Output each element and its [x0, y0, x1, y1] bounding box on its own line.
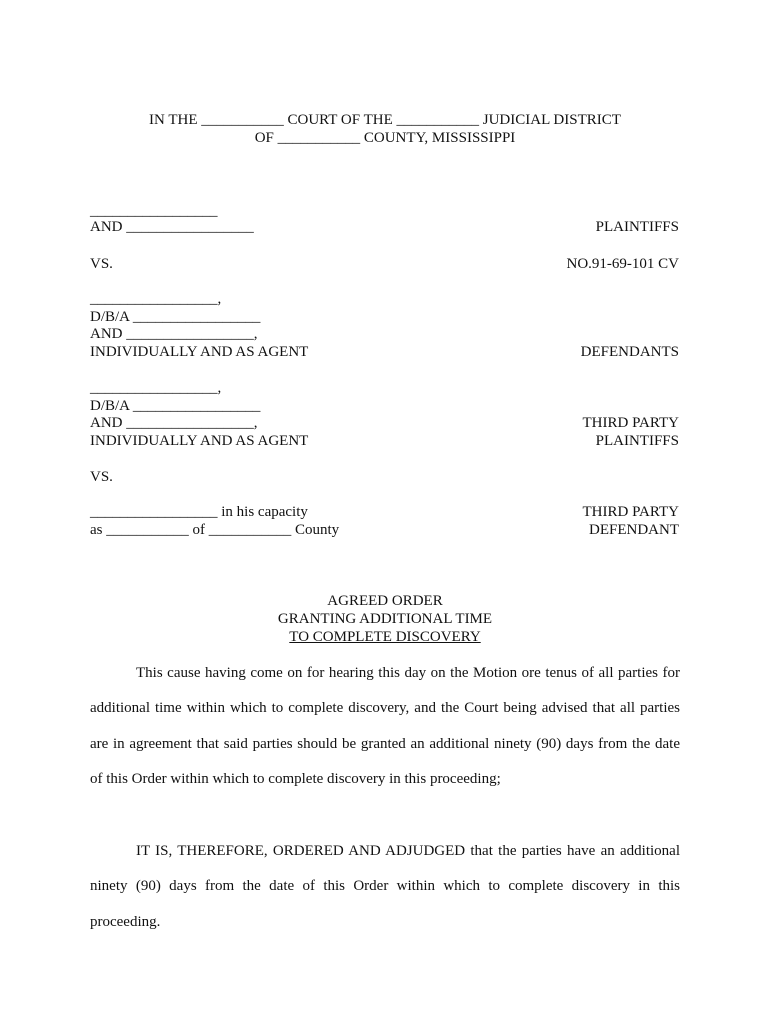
versus-label-2: VS. [90, 469, 113, 485]
body-para1-line2: additional time within which to complete discovery, and the Court being advised that all parties [90, 700, 680, 716]
defendant-name-blank: _________________, [90, 291, 222, 307]
body-para1-line1: This cause having come on for hearing this day on the Motion ore tenus of all parties for [136, 665, 680, 681]
order-title-line3-text: TO COMPLETE DISCOVERY [289, 629, 481, 645]
defendants-role-label: DEFENDANTS [580, 344, 679, 360]
third-party-defendant-role-line2: DEFENDANT [589, 522, 679, 538]
third-party-defendant-role-line1: THIRD PARTY [582, 504, 679, 520]
third-party-plaintiff-name-blank: _________________, [90, 380, 222, 396]
defendant-dba-line: D/B/A _________________ [90, 309, 261, 325]
plaintiff-name-blank: _________________ [90, 203, 218, 219]
body-para1-line3: are in agreement that said parties should be granted an additional ninety (90) days from the date [90, 736, 680, 752]
case-number: NO.91-69-101 CV [566, 256, 679, 272]
defendant-and-line: AND _________________, [90, 326, 258, 342]
third-party-plaintiff-agent-line: INDIVIDUALLY AND AS AGENT [90, 433, 309, 449]
third-party-defendant-capacity-line: _________________ in his capacity [90, 504, 308, 520]
order-title-line3 [0, 628, 770, 646]
third-party-defendant-as-line: as ___________ of ___________ County [90, 522, 340, 538]
third-party-plaintiffs-role-line2: PLAINTIFFS [595, 433, 679, 449]
plaintiffs-role-label: PLAINTIFFS [595, 219, 679, 235]
third-party-plaintiff-and-line: AND _________________, [90, 415, 258, 431]
order-title-line2: GRANTING ADDITIONAL TIME [277, 611, 493, 627]
county-caption-line: OF ___________ COUNTY, MISSISSIPPI [254, 130, 516, 146]
body-para1-line4: of this Order within which to complete discovery in this proceeding; [90, 771, 501, 787]
order-title-line1: AGREED ORDER [327, 593, 443, 609]
body-para2-line3: proceeding. [90, 914, 161, 930]
third-party-plaintiffs-role-line1: THIRD PARTY [582, 415, 679, 431]
versus-label: VS. [90, 256, 113, 272]
defendant-agent-line: INDIVIDUALLY AND AS AGENT [90, 344, 309, 360]
plaintiff-and-line: AND _________________ [90, 219, 254, 235]
body-para2-line1: IT IS, THEREFORE, ORDERED AND ADJUDGED that the parties have an additional [136, 843, 680, 859]
court-caption-line: IN THE ___________ COURT OF THE ___________ JUDICIAL DISTRICT [149, 112, 621, 128]
body-para2-line2: ninety (90) days from the date of this Order within which to complete discovery in this [90, 878, 680, 894]
third-party-plaintiff-dba-line: D/B/A _________________ [90, 398, 261, 414]
